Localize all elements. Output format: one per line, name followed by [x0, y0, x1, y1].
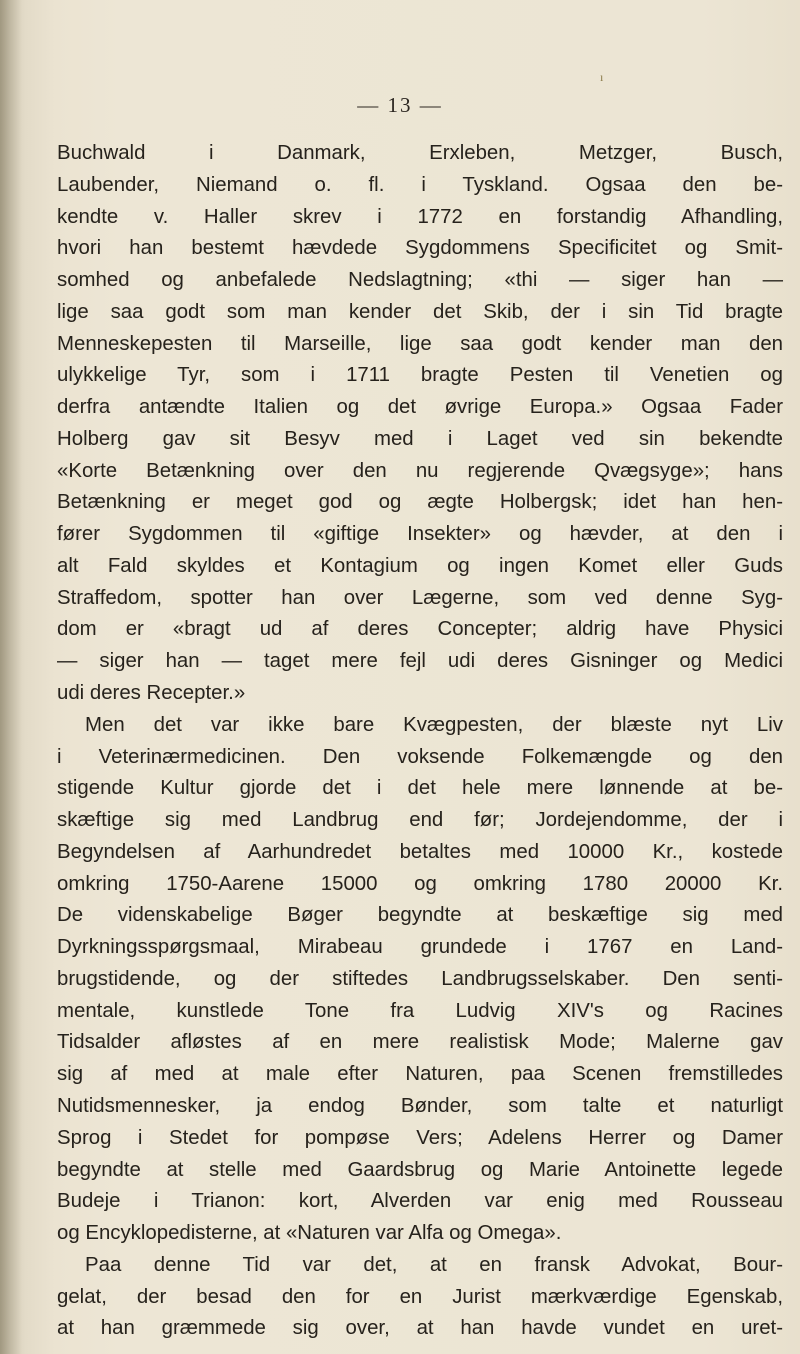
text-line: Holberg gav sit Besyv med i Laget ved sin bekendte	[57, 427, 783, 450]
page-number: — 13 —	[357, 93, 443, 117]
text-line: Dyrkningsspørgsmaal, Mirabeau grundede i 1767 en Land-	[57, 936, 783, 959]
text-line: — siger han — taget mere fejl udi deres Gisninger og Medici	[57, 650, 783, 673]
text-line: omkring 1750-Aarene 15000 og omkring 1780 20000 Kr.	[57, 872, 783, 895]
text-line: fører Sygdommen til «giftige Insekter» og hævder, at den i	[57, 523, 783, 546]
text-line: Tidsalder afløstes af en mere realistisk Mode; Malerne gav	[57, 1031, 783, 1054]
text-line: Begyndelsen af Aarhundredet betaltes med 10000 Kr., kostede	[57, 840, 783, 863]
text-line: sig af med at male efter Naturen, paa Scenen fremstilledes	[57, 1063, 783, 1086]
corner-mark: ı	[600, 70, 604, 84]
text-line: hvori han bestemt hævdede Sygdommens Specificitet og Smit-	[57, 237, 783, 260]
text-line: skæftige sig med Landbrug end før; Jordejendomme, der i	[57, 809, 783, 832]
text-line: mentale, kunstlede Tone fra Ludvig XIV's og Racines	[57, 999, 783, 1022]
text-line: begyndte at stelle med Gaardsbrug og Marie Antoinette legede	[57, 1158, 783, 1181]
text-line: alt Fald skyldes et Kontagium og ingen Komet eller Guds	[57, 554, 783, 577]
text-line: og Encyklopedisterne, at «Naturen var Alfa og Omega».	[57, 1222, 562, 1245]
text-line: udi deres Recepter.»	[57, 682, 246, 705]
text-line: dom er «bragt ud af deres Concepter; aldrig have Physici	[57, 618, 783, 641]
text-line: Laubender, Niemand o. fl. i Tyskland. Ogsaa den be-	[57, 173, 783, 196]
text-line: i Veterinærmedicinen. Den voksende Folkemængde og den	[57, 745, 783, 768]
text-line: De videnskabelige Bøger begyndte at beskæftige sig med	[57, 904, 783, 927]
text-line: «Korte Betænkning over den nu regjerende Qvægsyge»; hans	[57, 459, 783, 482]
text-line: stigende Kultur gjorde det i det hele mere lønnende at be-	[57, 777, 783, 800]
text-line: ulykkelige Tyr, som i 1711 bragte Pesten til Venetien og	[57, 364, 783, 387]
text-line: derfra antændte Italien og det øvrige Europa.» Ogsaa Fader	[57, 396, 783, 419]
text-line: somhed og anbefalede Nedslagtning; «thi — siger han —	[57, 269, 783, 292]
text-line: gelat, der besad den for en Jurist mærkværdige Egenskab,	[57, 1285, 783, 1308]
text-line: kendte v. Haller skrev i 1772 en forstandig Afhandling,	[57, 205, 783, 228]
text-line: lige saa godt som man kender det Skib, der i sin Tid bragte	[57, 300, 783, 323]
text-line: brugstidende, og der stiftedes Landbrugsselskaber. Den senti-	[57, 967, 783, 990]
text-line: Betænkning er meget god og ægte Holbergsk; idet han hen-	[57, 491, 783, 514]
text-line: Straffedom, spotter han over Lægerne, som ved denne Syg-	[57, 586, 783, 609]
text-line: Sprog i Stedet for pompøse Vers; Adelens Herrer og Damer	[57, 1126, 783, 1149]
text-line: Buchwald i Danmark, Erxleben, Metzger, Busch,	[57, 142, 783, 164]
text-line: Men det var ikke bare Kvægpesten, der blæste nyt Liv	[85, 713, 783, 736]
text-line: Budeje i Trianon: kort, Alverden var enig med Rousseau	[57, 1190, 783, 1213]
text-line: Paa denne Tid var det, at en fransk Advokat, Bour-	[85, 1253, 783, 1276]
text-line: Menneskepesten til Marseille, lige saa godt kender man den	[57, 332, 783, 355]
binding-shadow	[0, 0, 22, 1354]
text-line: Nutidsmennesker, ja endog Bønder, som talte et naturligt	[57, 1094, 783, 1117]
text-line: at han græmmede sig over, at han havde vundet en uret-	[57, 1317, 783, 1340]
body-text	[57, 138, 783, 1345]
